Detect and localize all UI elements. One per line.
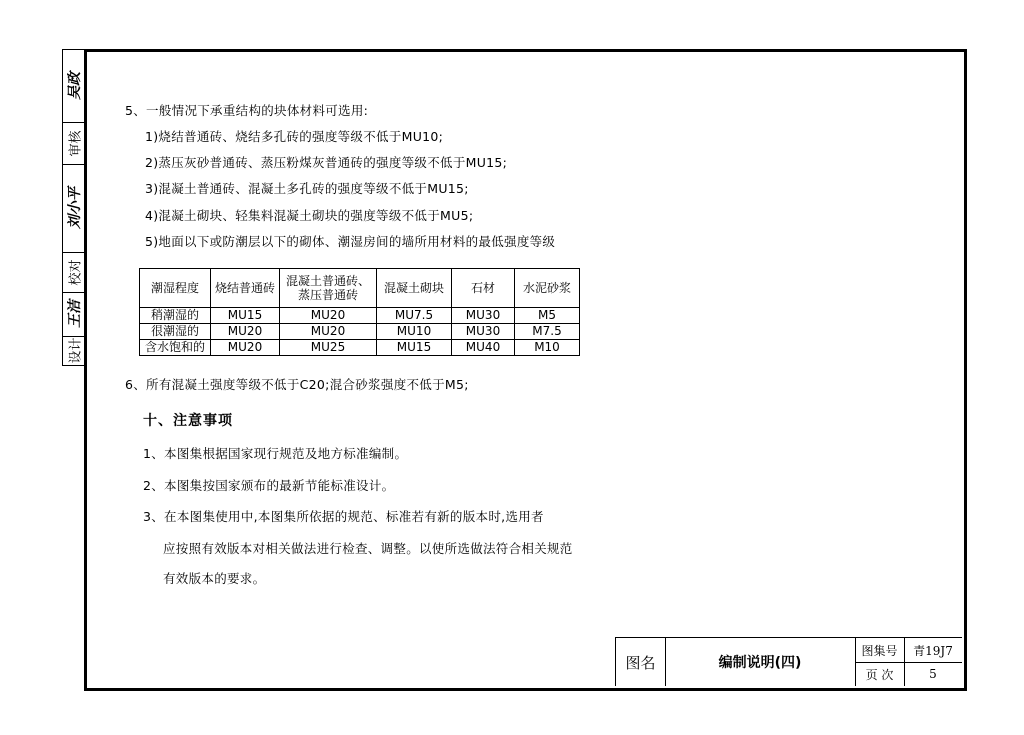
table-cell: MU30	[452, 324, 515, 340]
design-signature-cell	[63, 292, 85, 336]
drawing-frame	[84, 49, 967, 691]
note-item-2: 2、本图集按国家颁布的最新节能标准设计。	[143, 478, 395, 493]
table-cell: MU20	[211, 340, 280, 356]
note-item-3-line-3: 有效版本的要求。	[163, 571, 266, 586]
section6-text: 6、所有混凝土强度等级不低于C20;混合砂浆强度不低于M5;	[125, 377, 469, 392]
table-cell: MU20	[280, 324, 377, 340]
table-header: 混凝土普通砖、 蒸压普通砖	[280, 269, 377, 308]
section5-item-5: 5)地面以下或防潮层以下的砌体、潮湿房间的墙所用材料的最低强度等级	[145, 234, 556, 249]
design-label-cell	[63, 336, 85, 365]
table-cell: M5	[515, 308, 580, 324]
design-label: 设计	[68, 337, 84, 364]
table-cell: 含水饱和的	[140, 340, 211, 356]
table-cell: MU7.5	[377, 308, 452, 324]
table-header-row	[140, 269, 580, 308]
section5-item-2: 2)蒸压灰砂普通砖、蒸压粉煤灰普通砖的强度等级不低于MU15;	[145, 155, 508, 170]
title-block	[615, 637, 962, 686]
note-item-1: 1、本图集根据国家现行规范及地方标准编制。	[143, 446, 408, 461]
table-cell: M7.5	[515, 324, 580, 340]
table-row	[140, 324, 580, 340]
page-label: 页 次	[865, 667, 894, 682]
table-cell: MU15	[211, 308, 280, 324]
review-signature-cell	[63, 50, 85, 122]
check-label: 校对	[68, 258, 84, 286]
table-cell: MU25	[280, 340, 377, 356]
note-item-3: 3、在本图集使用中,本图集所依据的规范、标准若有新的版本时,选用者	[143, 509, 544, 524]
notes-heading: 十、注意事项	[143, 413, 233, 429]
table-header: 水泥砂浆	[515, 269, 580, 308]
section5-intro: 5、一般情况下承重结构的块体材料可选用:	[125, 103, 369, 118]
note-item-3-line-2: 应按照有效版本对相关做法进行检查、调整。以使所选做法符合相关规范	[163, 541, 573, 556]
table-header: 石材	[452, 269, 515, 308]
table-cell: MU20	[280, 308, 377, 324]
section5-item-3: 3)混凝土普通砖、混凝土多孔砖的强度等级不低于MU15;	[145, 181, 469, 196]
review-label: 审核	[68, 129, 84, 157]
table-cell: 很潮湿的	[140, 324, 211, 340]
table-cell: 稍潮湿的	[140, 308, 211, 324]
atlas-number-value: 青19J7	[913, 643, 953, 658]
atlas-number-label: 图集号	[861, 643, 898, 658]
table-row	[140, 340, 580, 356]
section5-item-1: 1)烧结普通砖、烧结多孔砖的强度等级不低于MU10;	[145, 129, 444, 144]
drawing-title: 编制说明(四)	[718, 655, 802, 671]
title-label: 图名	[625, 653, 656, 672]
section5-item-4: 4)混凝土砌块、轻集料混凝土砌块的强度等级不低于MU5;	[145, 208, 474, 223]
table-cell: M10	[515, 340, 580, 356]
masonry-grade-table	[139, 268, 580, 356]
table-cell: MU40	[452, 340, 515, 356]
table-header: 潮湿程度	[140, 269, 211, 308]
page-number: 5	[929, 667, 937, 681]
table-cell: MU10	[377, 324, 452, 340]
table-header: 混凝土砌块	[377, 269, 452, 308]
check-signature: 刘小平	[67, 187, 83, 229]
review-signature: 吴政	[67, 72, 83, 100]
check-signature-cell	[63, 164, 85, 252]
table-cell: MU15	[377, 340, 452, 356]
signature-strip	[62, 49, 85, 366]
table-header: 烧结普通砖	[211, 269, 280, 308]
review-label-cell	[63, 122, 85, 164]
table-cell: MU20	[211, 324, 280, 340]
table-row	[140, 308, 580, 324]
design-signature: 王洁	[67, 300, 83, 328]
check-label-cell	[63, 252, 85, 292]
table-cell: MU30	[452, 308, 515, 324]
